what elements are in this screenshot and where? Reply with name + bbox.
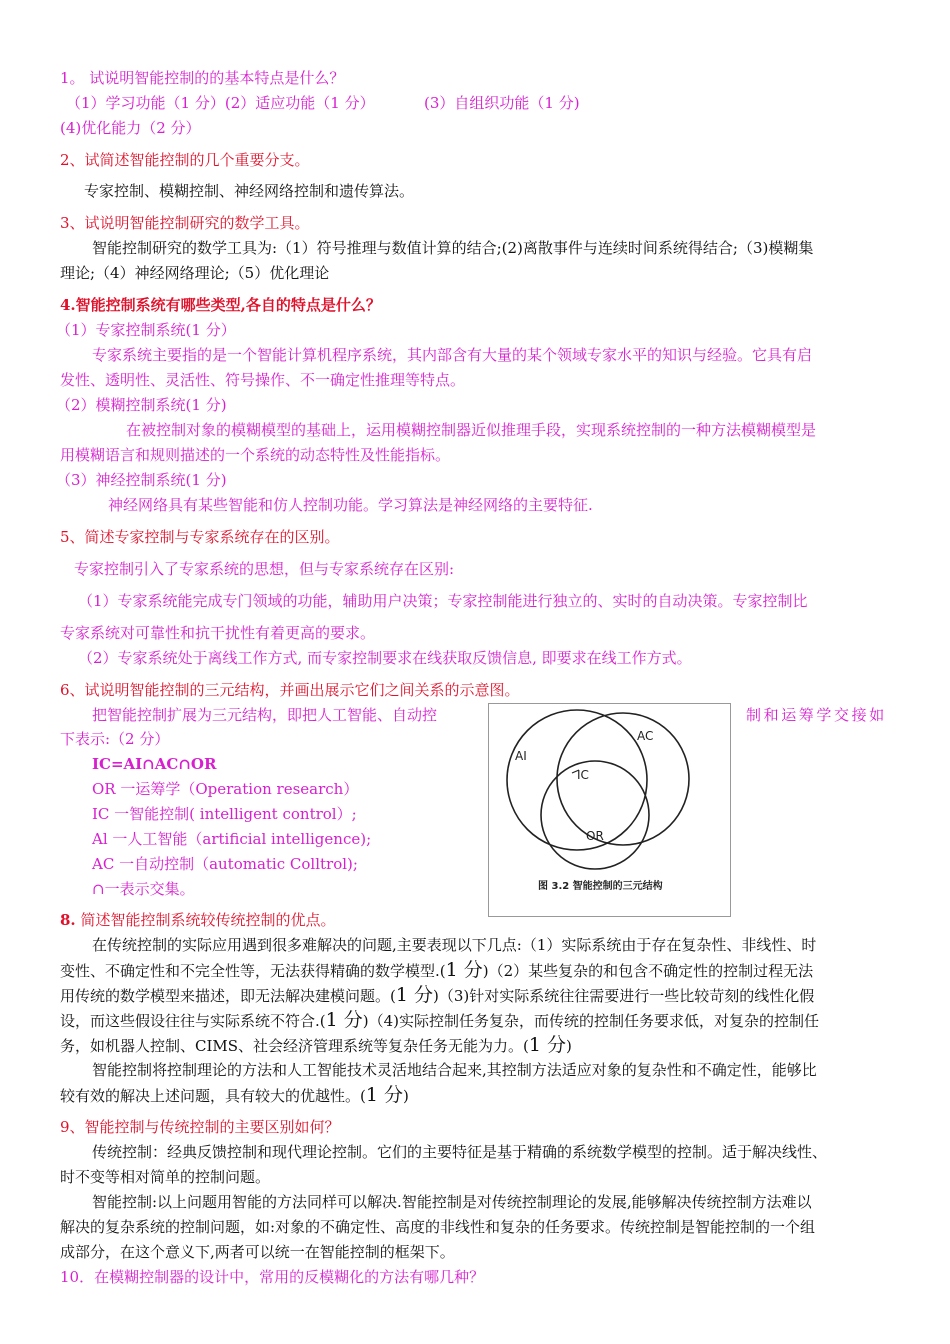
- q6-def-or: OR 一运筹学（Operation research）: [92, 780, 359, 798]
- or-label: OR: [586, 829, 604, 843]
- q3-title: 3、试说明智能控制研究的数学工具。: [60, 214, 310, 232]
- q8-line-7a: 较有效的解决上述问题，具有较大的优越性。(: [60, 1087, 366, 1105]
- q8-score-5: 1 分: [365, 1084, 403, 1106]
- q1-answer-2: (3）自组织功能（1 分): [424, 94, 580, 112]
- q5-point-2: （2）专家系统处于离线工作方式, 而专家控制要求在线获取反馈信息, 即要求在线工作方式。: [78, 649, 692, 667]
- q8-line-4: [60, 1010, 819, 1031]
- q1-title: 1。 试说明智能控制的的基本特点是什么？: [60, 69, 345, 87]
- q4-title: 4.智能控制系统有哪些类型,各自的特点是什么？: [60, 296, 381, 314]
- q8-line-6: 智能控制将控制理论的方法和人工智能技术灵活地结合起来,其控制方法适应对象的复杂性和不确定性，能够比: [92, 1061, 817, 1079]
- venn-diagram: [489, 704, 730, 916]
- q8-score-3: 1 分: [325, 1009, 363, 1031]
- ai-label: AI: [515, 749, 527, 763]
- q4-type-2-desc-a: 在被控制对象的模糊模型的基础上，运用模糊控制器近似推理手段，实现系统控制的一种方法模糊模型是: [126, 421, 817, 439]
- q6-def-intersection: ∩一表示交集。: [92, 880, 195, 898]
- q8-line-7b: ): [403, 1087, 409, 1105]
- q6-title: 6、试说明智能控制的三元结构，并画出展示它们之间关系的示意图。: [60, 681, 520, 699]
- q8-line-3: [60, 985, 814, 1006]
- q6-def-ai: Al 一人工智能（artificial intelligence);: [92, 830, 372, 848]
- q4-type-3: （3）神经控制系统(1 分): [56, 471, 227, 489]
- q8-title: 8. 简述智能控制系统较传统控制的优点。: [60, 911, 336, 929]
- q8-score-2: 1 分: [395, 984, 433, 1006]
- q8-line-3b: )（3)针对实际系统往往需要进行一些比较苛刻的线性化假: [433, 987, 815, 1005]
- q3-line-1: 智能控制研究的数学工具为:（1）符号推理与数值计算的结合;(2)离散事件与连续时间系统得结合;（3)模糊集: [92, 239, 814, 257]
- q5-point-1a: （1）专家系统能完成专门领域的功能，辅助用户决策；专家控制能进行独立的、实时的自动决策。专家控制比: [78, 592, 808, 610]
- figure-caption: 图 3.2 智能控制的三元结构: [538, 881, 663, 892]
- q8-line-5b: ): [566, 1037, 572, 1055]
- q6-def-ac: AC 一自动控制（automatic Colltrol);: [92, 855, 358, 873]
- q10-title: 10．在模糊控制器的设计中，常用的反模糊化的方法有哪几种？: [60, 1268, 485, 1286]
- q5-title: 5、简述专家控制与专家系统存在的区别。: [60, 528, 340, 546]
- q4-type-1-desc-a: 专家系统主要指的是一个智能计算机程序系统，其内部含有大量的某个领域专家水平的知识与经验。它具有启: [92, 346, 813, 364]
- q8-line-4a: 设，而这些假设往往与实际系统不符合.(: [60, 1012, 326, 1030]
- q8-title-text: 简述智能控制系统较传统控制的优点。: [80, 911, 336, 929]
- three-element-structure-figure: [488, 703, 731, 917]
- q4-type-2-desc-b: 用模糊语言和规则描述的一个系统的动态特性及性能指标。: [60, 446, 451, 464]
- q4-type-2: （2）模糊控制系统(1 分): [56, 396, 227, 414]
- q8-line-2b: )（2）某些复杂的和包含不确定性的控制过程无法: [482, 962, 814, 980]
- q6-def-ic: IC=AI∩AC∩OR: [92, 755, 217, 773]
- q2-title: 2、试简述智能控制的几个重要分支。: [60, 151, 310, 169]
- q9-line-5: 成部分，在这个意义下,两者可以统一在智能控制的框架下。: [60, 1243, 455, 1261]
- q1-answer-1: （1）学习功能（1 分）(2）适应功能（1 分）: [66, 94, 375, 112]
- q8-score-4: 1 分: [528, 1034, 567, 1056]
- q4-type-1: （1）专家控制系统(1 分）: [56, 321, 236, 339]
- q4-type-3-desc: 神经网络具有某些智能和仿人控制功能。学习算法是神经网络的主要特征.: [108, 496, 593, 514]
- q8-line-2: [60, 960, 813, 981]
- q8-line-5a: 务，如机器人控制、CIMS、社会经济管理系统等复杂任务无能为力。(: [60, 1037, 529, 1055]
- q9-line-4: 解决的复杂系统的控制问题，如:对象的不确定性、高度的非线性和复杂的任务要求。传统控制是智能控制的一个组: [60, 1218, 816, 1236]
- q8-line-3a: 用传统的数学模型来描述，即无法解决建模问题。(: [60, 987, 396, 1005]
- q1-answer-3: (4)优化能力（2 分）: [60, 119, 201, 137]
- q9-title: 9、智能控制与传统控制的主要区别如何？: [60, 1118, 340, 1136]
- q3-line-2: 理论;（4）神经网络理论;（5）优化理论: [60, 264, 330, 282]
- q5-intro: 专家控制引入了专家系统的思想，但与专家系统存在区别:: [74, 560, 455, 578]
- q5-point-1b: 专家系统对可靠性和抗干扰性有着更高的要求。: [60, 624, 376, 642]
- q8-line-1: 在传统控制的实际应用遇到很多难解决的问题,主要表现以下几点:（1）实际系统由于存在复杂性、非线性、时: [92, 936, 817, 954]
- q6-para-1-right: 制和运筹学交接如: [746, 706, 887, 724]
- q8-line-4b: )（4)实际控制任务复杂，而传统的控制任务要求低，对复杂的控制任: [362, 1012, 820, 1030]
- q8-line-5: [60, 1035, 572, 1056]
- q9-line-2: 时不变等相对简单的控制问题。: [60, 1168, 271, 1186]
- q6-para-1: 把智能控制扩展为三元结构，即把人工智能、自动控: [92, 706, 438, 724]
- q6-para-2: 下表示:（2 分）: [60, 730, 170, 748]
- q9-line-3: 智能控制:以上问题用智能的方法同样可以解决.智能控制是对传统控制理论的发展,能够解决传统控制方法难以: [92, 1193, 812, 1211]
- ac-label: AC: [637, 729, 654, 743]
- q8-line-2a: 变性、不确定性和不完全性等，无法获得精确的数学模型.(: [60, 962, 446, 980]
- or-circle: [541, 761, 649, 869]
- q6-def-ic2: IC 一智能控制( intelligent control）;: [92, 805, 357, 823]
- q2-answer: 专家控制、模糊控制、神经网络控制和遗传算法。: [84, 182, 415, 200]
- q9-line-1: 传统控制：经典反馈控制和现代理论控制。它们的主要特征是基于精确的系统数学模型的控制。适于解决线性、: [92, 1143, 828, 1161]
- q4-type-1-desc-b: 发性、透明性、灵活性、符号操作、不一确定性推理等特点。: [60, 371, 466, 389]
- ic-label: IC: [577, 768, 589, 782]
- q8-line-7: [60, 1085, 409, 1106]
- q8-score-1: 1 分: [445, 959, 483, 981]
